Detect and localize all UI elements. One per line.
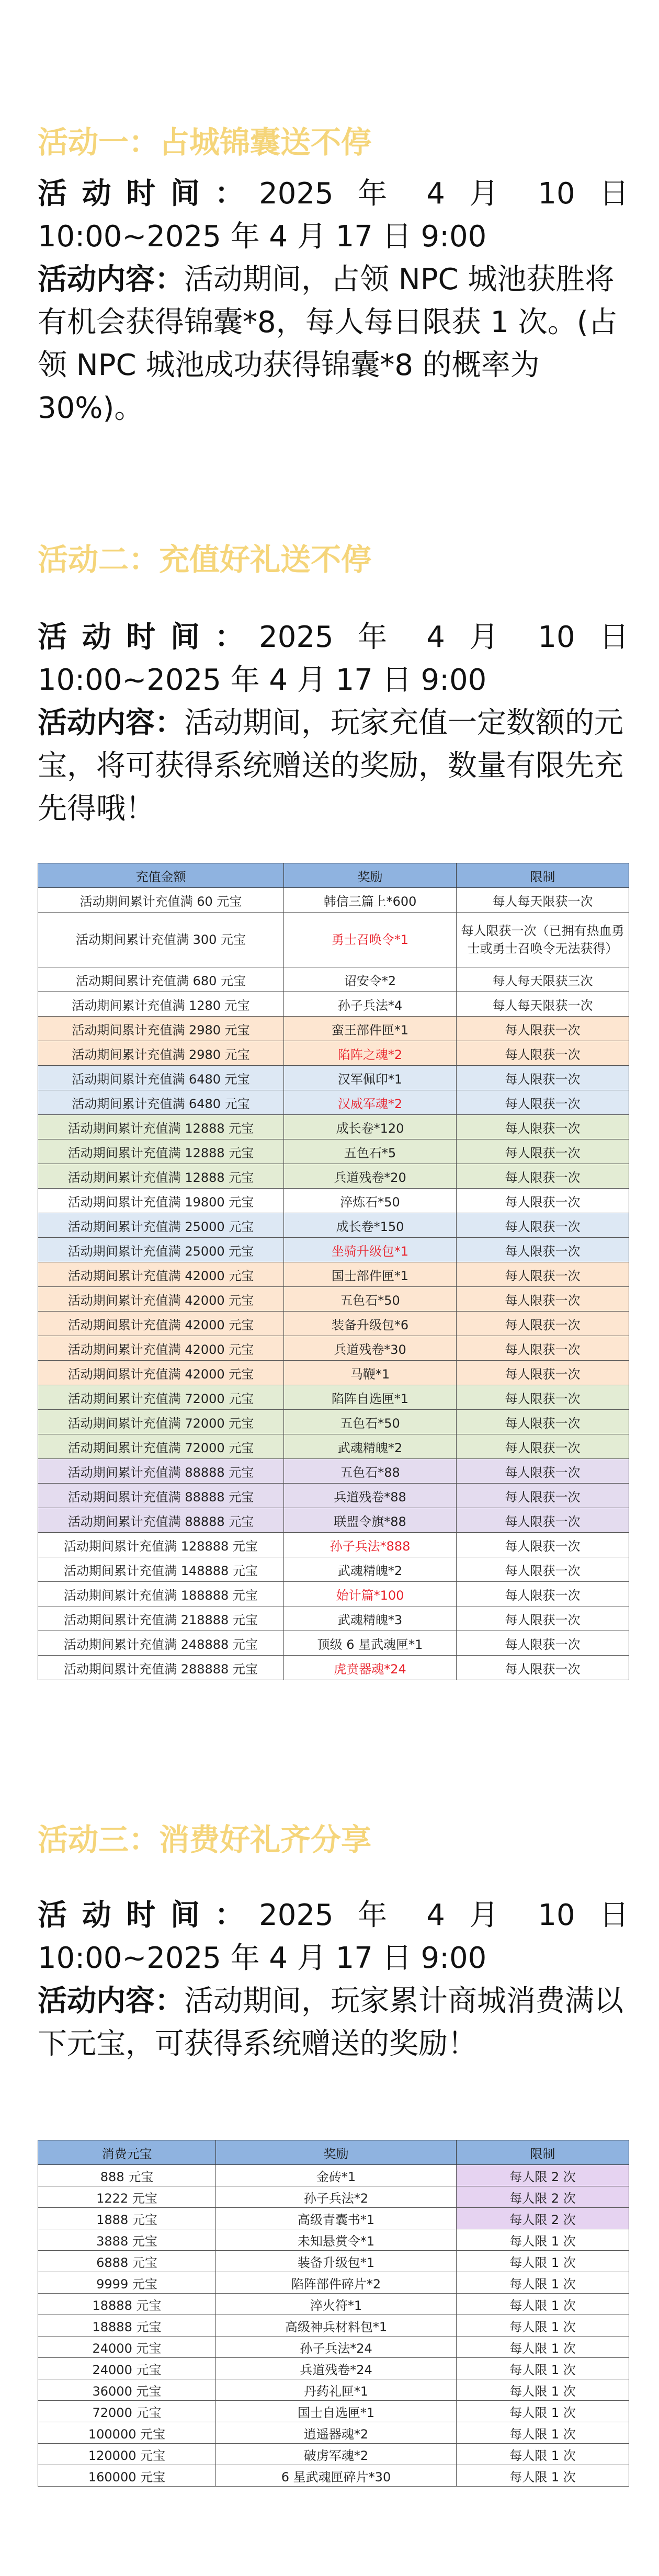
table-row [38, 1410, 629, 1434]
amount-cell: 36000 元宝 [38, 2379, 216, 2401]
amount-cell: 18888 元宝 [38, 2294, 216, 2315]
table-row [38, 1287, 629, 1312]
activity3-time-row [38, 1894, 629, 1937]
column-header: 限制 [457, 863, 629, 888]
limit-cell: 每人限 2 次 [457, 2165, 629, 2186]
table-row [38, 2336, 629, 2358]
activity1-title: 活动一：占城锦囊送不停 [38, 124, 372, 160]
reward-cell: 武魂精魄*3 [284, 1606, 457, 1631]
amount-cell: 活动期间累计充值满 128888 元宝 [38, 1533, 284, 1557]
amount-cell: 72000 元宝 [38, 2401, 216, 2422]
reward-cell: 淬火符*1 [216, 2294, 457, 2315]
reward-cell: 孙子兵法*24 [216, 2336, 457, 2358]
table-header-row [38, 2140, 629, 2165]
reward-cell: 兵道残卷*24 [216, 2358, 457, 2379]
reward-cell: 武魂精魄*2 [284, 1434, 457, 1459]
recharge-reward-table [38, 863, 629, 1680]
reward-cell: 装备升级包*1 [216, 2251, 457, 2272]
limit-cell: 每人限获一次 [457, 1312, 629, 1336]
limit-cell: 每人每天限获一次 [457, 888, 629, 913]
limit-cell: 每人限获一次 [457, 1459, 629, 1484]
table-row [38, 1582, 629, 1606]
table-row [38, 913, 629, 967]
reward-cell: 五色石*50 [284, 1287, 457, 1312]
limit-cell: 每人限获一次 [457, 1508, 629, 1533]
amount-cell: 9999 元宝 [38, 2272, 216, 2294]
table-row [38, 1066, 629, 1090]
table-row [38, 1484, 629, 1508]
activity1-content [38, 258, 629, 430]
limit-cell: 每人限获一次 [457, 1115, 629, 1139]
reward-cell: 韩信三篇上*600 [284, 888, 457, 913]
reward-cell: 孙子兵法*2 [216, 2186, 457, 2208]
table-row [38, 1361, 629, 1385]
table-row [38, 1115, 629, 1139]
reward-cell: 坐骑升级包*1 [284, 1238, 457, 1262]
limit-cell: 每人限获一次 [457, 1484, 629, 1508]
amount-cell: 3888 元宝 [38, 2229, 216, 2251]
amount-cell: 活动期间累计充值满 72000 元宝 [38, 1434, 284, 1459]
reward-cell: 国士部件匣*1 [284, 1262, 457, 1287]
reward-cell: 蛮王部件匣*1 [284, 1017, 457, 1041]
amount-cell: 活动期间累计充值满 19800 元宝 [38, 1189, 284, 1213]
limit-cell: 每人限获一次 [457, 1434, 629, 1459]
activity2-content-text: 活动期间，玩家充值一定数额的元宝，将可获得系统赠送的奖励，数量有限先充先得哦！ [38, 706, 623, 826]
limit-cell: 每人限 2 次 [457, 2186, 629, 2208]
column-header: 奖励 [216, 2140, 457, 2165]
limit-cell: 每人限获一次 [457, 1164, 629, 1189]
activity2-section [38, 541, 629, 578]
limit-cell: 每人限获一次 [457, 1606, 629, 1631]
amount-cell: 活动期间累计充值满 288888 元宝 [38, 1656, 284, 1680]
activity1-time-line2: 10:00~2025 年 4 月 17 日 9:00 [38, 220, 487, 254]
limit-cell: 每人限 1 次 [457, 2315, 629, 2336]
reward-cell: 未知悬赏令*1 [216, 2229, 457, 2251]
limit-cell: 每人限获一次 [457, 1017, 629, 1041]
table-row [38, 1606, 629, 1631]
activity2-time-line2: 10:00~2025 年 4 月 17 日 9:00 [38, 663, 487, 697]
amount-cell: 活动期间累计充值满 148888 元宝 [38, 1557, 284, 1582]
reward-cell: 联盟令旗*88 [284, 1508, 457, 1533]
table-row [38, 1189, 629, 1213]
table-row [38, 2315, 629, 2336]
amount-cell: 活动期间累计充值满 60 元宝 [38, 888, 284, 913]
table-row [38, 2186, 629, 2208]
activity2-body [38, 616, 629, 830]
amount-cell: 6888 元宝 [38, 2251, 216, 2272]
limit-cell: 每人每天限获一次 [457, 992, 629, 1017]
amount-cell: 活动期间累计充值满 12888 元宝 [38, 1115, 284, 1139]
reward-cell: 破虏军魂*2 [216, 2444, 457, 2465]
limit-cell: 每人限 1 次 [457, 2272, 629, 2294]
limit-cell: 每人限 1 次 [457, 2401, 629, 2422]
table-row [38, 1631, 629, 1656]
reward-cell: 金砖*1 [216, 2165, 457, 2186]
amount-cell: 活动期间累计充值满 42000 元宝 [38, 1262, 284, 1287]
table-row [38, 992, 629, 1017]
table-row [38, 2294, 629, 2315]
activity2-time-line1: 2025 年 4 月 10 日 [259, 620, 629, 654]
amount-cell: 活动期间累计充值满 42000 元宝 [38, 1361, 284, 1385]
table-row [38, 1238, 629, 1262]
limit-cell: 每人限 1 次 [457, 2294, 629, 2315]
amount-cell: 100000 元宝 [38, 2422, 216, 2444]
reward-cell: 汉威军魂*2 [284, 1090, 457, 1115]
activity3-time-line2: 10:00~2025 年 4 月 17 日 9:00 [38, 1941, 487, 1975]
amount-cell: 活动期间累计充值满 1280 元宝 [38, 992, 284, 1017]
reward-cell: 马鞭*1 [284, 1361, 457, 1385]
amount-cell: 活动期间累计充值满 25000 元宝 [38, 1213, 284, 1238]
amount-cell: 活动期间累计充值满 12888 元宝 [38, 1139, 284, 1164]
table-row [38, 1385, 629, 1410]
limit-cell: 每人限获一次 [457, 1631, 629, 1656]
reward-cell: 五色石*5 [284, 1139, 457, 1164]
activity1-time-label: 活动时间： [38, 177, 259, 211]
limit-cell: 每人限 1 次 [457, 2465, 629, 2487]
table-row [38, 1459, 629, 1484]
column-header: 奖励 [284, 863, 457, 888]
table-header-row [38, 863, 629, 888]
amount-cell: 活动期间累计充值满 680 元宝 [38, 967, 284, 992]
activity3-time-label: 活动时间： [38, 1898, 259, 1932]
limit-cell: 每人限获一次 [457, 1066, 629, 1090]
reward-cell: 陷阵部件碎片*2 [216, 2272, 457, 2294]
table-row [38, 2401, 629, 2422]
reward-cell: 武魂精魄*2 [284, 1557, 457, 1582]
table-row [38, 2165, 629, 2186]
activity2-title: 活动二：充值好礼送不停 [38, 542, 372, 577]
reward-cell: 国士自选匣*1 [216, 2401, 457, 2422]
reward-cell: 装备升级包*6 [284, 1312, 457, 1336]
reward-cell: 顶级 6 星武魂匣*1 [284, 1631, 457, 1656]
activity1-body [38, 173, 629, 430]
activity3-title: 活动三：消费好礼齐分享 [38, 1822, 372, 1857]
limit-cell: 每人每天限获三次 [457, 967, 629, 992]
reward-cell: 五色石*88 [284, 1459, 457, 1484]
limit-cell: 每人限获一次 [457, 1582, 629, 1606]
amount-cell: 活动期间累计充值满 218888 元宝 [38, 1606, 284, 1631]
limit-cell: 每人限 1 次 [457, 2379, 629, 2401]
limit-cell: 每人限获一次 [457, 1238, 629, 1262]
limit-cell: 每人限获一次 [457, 1262, 629, 1287]
activity1-section [38, 123, 629, 161]
amount-cell: 1888 元宝 [38, 2208, 216, 2229]
activity3-time-line1: 2025 年 4 月 10 日 [259, 1898, 629, 1932]
limit-cell: 每人限获一次 [457, 1287, 629, 1312]
amount-cell: 活动期间累计充值满 72000 元宝 [38, 1410, 284, 1434]
reward-cell: 兵道残卷*88 [284, 1484, 457, 1508]
reward-cell: 孙子兵法*4 [284, 992, 457, 1017]
column-header: 限制 [457, 2140, 629, 2165]
table-row [38, 1090, 629, 1115]
limit-cell: 每人限获一次（已拥有热血勇士或勇士召唤令无法获得） [457, 913, 629, 967]
limit-cell: 每人限获一次 [457, 1213, 629, 1238]
amount-cell: 活动期间累计充值满 6480 元宝 [38, 1066, 284, 1090]
table-row [38, 2208, 629, 2229]
reward-cell: 丹药礼匣*1 [216, 2379, 457, 2401]
limit-cell: 每人限获一次 [457, 1361, 629, 1385]
table-row [38, 1041, 629, 1066]
table-row [38, 967, 629, 992]
table-row [38, 888, 629, 913]
reward-cell: 逍遥器魂*2 [216, 2422, 457, 2444]
reward-cell: 兵道残卷*30 [284, 1336, 457, 1361]
table-row [38, 2272, 629, 2294]
amount-cell: 活动期间累计充值满 2980 元宝 [38, 1041, 284, 1066]
table-row [38, 1533, 629, 1557]
amount-cell: 活动期间累计充值满 25000 元宝 [38, 1238, 284, 1262]
amount-cell: 24000 元宝 [38, 2358, 216, 2379]
amount-cell: 活动期间累计充值满 88888 元宝 [38, 1459, 284, 1484]
activity2-time-label: 活动时间： [38, 620, 259, 654]
table-row [38, 2229, 629, 2251]
limit-cell: 每人限获一次 [457, 1533, 629, 1557]
activity3-content [38, 1980, 629, 2066]
reward-cell: 高级青囊书*1 [216, 2208, 457, 2229]
limit-cell: 每人限获一次 [457, 1410, 629, 1434]
reward-cell: 五色石*50 [284, 1410, 457, 1434]
table-row [38, 2465, 629, 2487]
table-row [38, 1312, 629, 1336]
amount-cell: 活动期间累计充值满 188888 元宝 [38, 1582, 284, 1606]
reward-cell: 陷阵自选匣*1 [284, 1385, 457, 1410]
limit-cell: 每人限获一次 [457, 1656, 629, 1680]
table-row [38, 1508, 629, 1533]
activity1-time-row [38, 173, 629, 215]
amount-cell: 24000 元宝 [38, 2336, 216, 2358]
activity3-content-label: 活动内容： [38, 1984, 184, 2018]
reward-cell: 6 星武魂匣碎片*30 [216, 2465, 457, 2487]
activity3-content-text: 活动期间，玩家累计商城消费满以下元宝，可获得系统赠送的奖励！ [38, 1984, 623, 2061]
activity3-section [38, 1821, 629, 1859]
amount-cell: 活动期间累计充值满 248888 元宝 [38, 1631, 284, 1656]
table-row [38, 1017, 629, 1041]
table-row [38, 1213, 629, 1238]
amount-cell: 活动期间累计充值满 2980 元宝 [38, 1017, 284, 1041]
activity3-body [38, 1894, 629, 2066]
table-row [38, 2444, 629, 2465]
table-row [38, 1164, 629, 1189]
column-header: 消费元宝 [38, 2140, 216, 2165]
table-row [38, 1336, 629, 1361]
reward-cell: 孙子兵法*888 [284, 1533, 457, 1557]
limit-cell: 每人限 1 次 [457, 2358, 629, 2379]
activity2-time-row [38, 616, 629, 659]
reward-cell: 兵道残卷*20 [284, 1164, 457, 1189]
table-row [38, 2251, 629, 2272]
amount-cell: 活动期间累计充值满 88888 元宝 [38, 1508, 284, 1533]
amount-cell: 活动期间累计充值满 12888 元宝 [38, 1164, 284, 1189]
reward-cell: 虎贲器魂*24 [284, 1656, 457, 1680]
limit-cell: 每人限 1 次 [457, 2422, 629, 2444]
activity2-content [38, 702, 629, 830]
amount-cell: 活动期间累计充值满 300 元宝 [38, 913, 284, 967]
amount-cell: 活动期间累计充值满 72000 元宝 [38, 1385, 284, 1410]
amount-cell: 活动期间累计充值满 88888 元宝 [38, 1484, 284, 1508]
limit-cell: 每人限 1 次 [457, 2444, 629, 2465]
limit-cell: 每人限 1 次 [457, 2229, 629, 2251]
amount-cell: 活动期间累计充值满 42000 元宝 [38, 1336, 284, 1361]
limit-cell: 每人限获一次 [457, 1041, 629, 1066]
amount-cell: 1222 元宝 [38, 2186, 216, 2208]
limit-cell: 每人限获一次 [457, 1336, 629, 1361]
amount-cell: 888 元宝 [38, 2165, 216, 2186]
limit-cell: 每人限获一次 [457, 1557, 629, 1582]
table-row [38, 1262, 629, 1287]
amount-cell: 活动期间累计充值满 6480 元宝 [38, 1090, 284, 1115]
limit-cell: 每人限 2 次 [457, 2208, 629, 2229]
table-row [38, 2422, 629, 2444]
table-row [38, 1557, 629, 1582]
reward-cell: 陷阵之魂*2 [284, 1041, 457, 1066]
limit-cell: 每人限获一次 [457, 1139, 629, 1164]
activity1-time-line1: 2025 年 4 月 10 日 [259, 177, 629, 211]
table-row [38, 1434, 629, 1459]
amount-cell: 活动期间累计充值满 42000 元宝 [38, 1312, 284, 1336]
table-row [38, 1656, 629, 1680]
limit-cell: 每人限 1 次 [457, 2251, 629, 2272]
reward-cell: 高级神兵材料包*1 [216, 2315, 457, 2336]
amount-cell: 活动期间累计充值满 42000 元宝 [38, 1287, 284, 1312]
reward-cell: 始计篇*100 [284, 1582, 457, 1606]
consumption-reward-table [38, 2140, 629, 2487]
table-row [38, 2358, 629, 2379]
table-row [38, 1139, 629, 1164]
limit-cell: 每人限获一次 [457, 1385, 629, 1410]
amount-cell: 18888 元宝 [38, 2315, 216, 2336]
limit-cell: 每人限获一次 [457, 1090, 629, 1115]
amount-cell: 160000 元宝 [38, 2465, 216, 2487]
table-row [38, 2379, 629, 2401]
reward-cell: 淬炼石*50 [284, 1189, 457, 1213]
reward-cell: 勇士召唤令*1 [284, 913, 457, 967]
reward-cell: 成长卷*120 [284, 1115, 457, 1139]
reward-cell: 汉军佩印*1 [284, 1066, 457, 1090]
limit-cell: 每人限 1 次 [457, 2336, 629, 2358]
column-header: 充值金额 [38, 863, 284, 888]
activity1-content-text: 活动期间，占领 NPC 城池获胜将有机会获得锦囊*8，每人每日限获 1 次。(占领 NPC 城池成功获得锦囊*8 的概率为 30%)。 [38, 263, 618, 425]
reward-cell: 成长卷*150 [284, 1213, 457, 1238]
activity1-content-label: 活动内容： [38, 263, 184, 297]
amount-cell: 120000 元宝 [38, 2444, 216, 2465]
activity2-content-label: 活动内容： [38, 706, 184, 740]
limit-cell: 每人限获一次 [457, 1189, 629, 1213]
reward-cell: 诏安令*2 [284, 967, 457, 992]
